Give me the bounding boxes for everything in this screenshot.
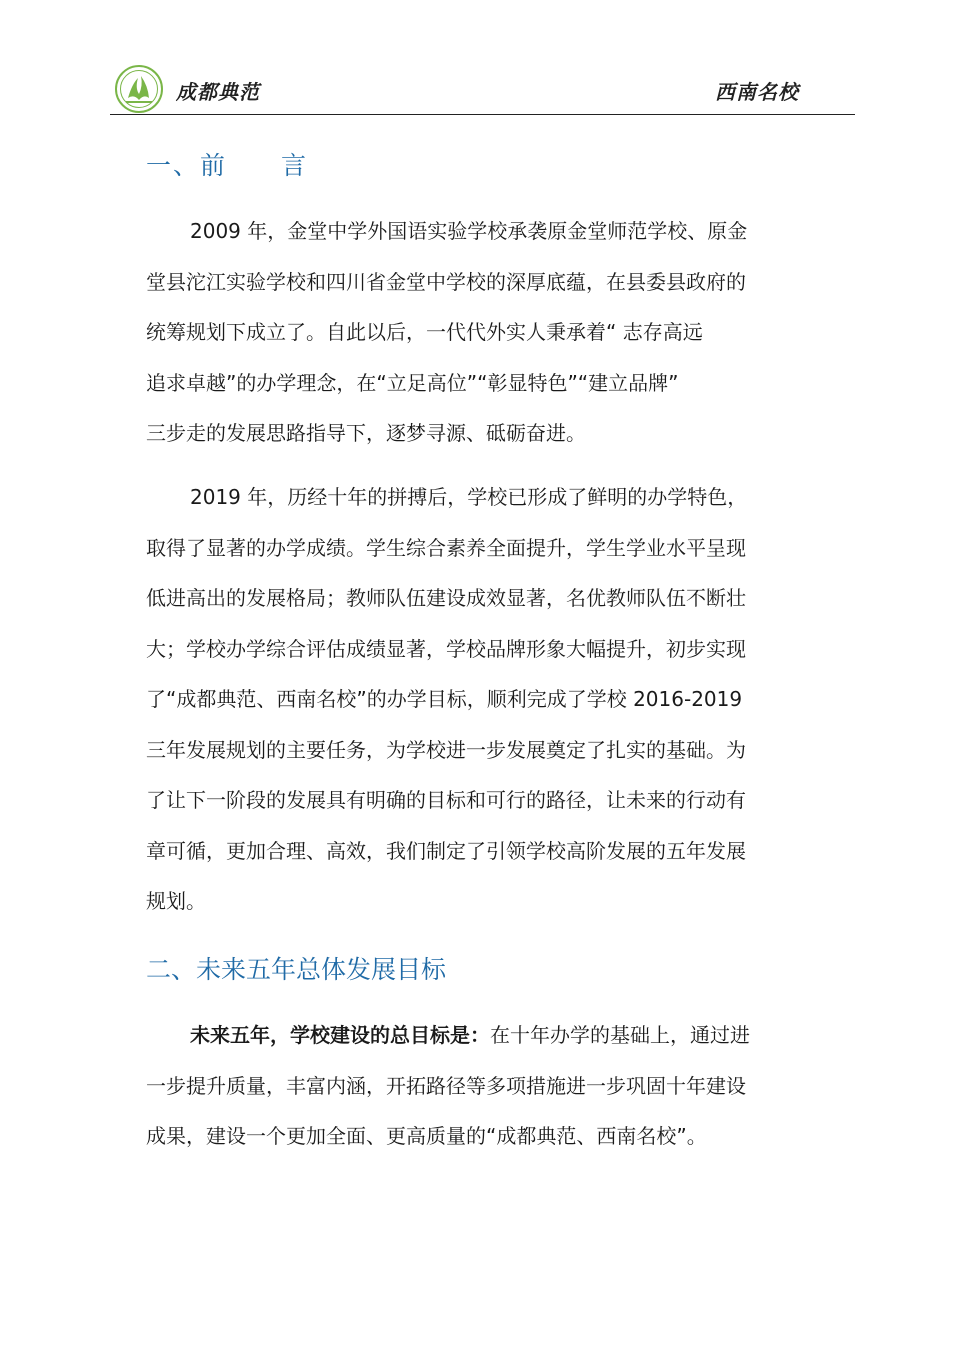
- paragraph-line: 成果，建设一个更加全面、更高质量的“成都典范、西南名校”。: [146, 1124, 707, 1148]
- paragraph-line: 规划。: [146, 889, 206, 913]
- paragraph-line: 了“成都典范、西南名校”的办学目标，顺利完成了学校 2016-2019: [146, 687, 743, 711]
- preface-paragraph-2: [146, 472, 826, 927]
- goals-paragraph: [146, 1010, 826, 1162]
- paragraph-line: 了让下一阶段的发展具有明确的目标和可行的路径，让未来的行动有: [146, 788, 746, 812]
- paragraph-line: 取得了显著的办学成绩。学生综合素养全面提升，学生学业水平呈现: [146, 535, 746, 560]
- paragraph-line: 2019 年，历经十年的拼搏后，学校已形成了鲜明的办学特色，: [190, 485, 748, 509]
- goal-line-rest: 在十年办学的基础上，通过进: [490, 1023, 750, 1047]
- school-emblem-icon: [114, 64, 164, 114]
- paragraph-line: 三年发展规划的主要任务，为学校进一步发展奠定了扎实的基础。为: [146, 737, 746, 762]
- section-heading-preface: 一、前 言: [146, 151, 309, 180]
- paragraph-line: 一步提升质量，丰富内涵，开拓路径等多项措施进一步巩固十年建设: [146, 1073, 746, 1098]
- paragraph-line: 统筹规划下成立了。自此以后，一代代外实人秉承着“ 志存高远: [146, 320, 703, 344]
- paragraph-line: 追求卓越”的办学理念，在“立足高位”“彰显特色”“建立品牌”: [146, 370, 679, 395]
- brand-left-text: 成都典范: [176, 80, 260, 104]
- paragraph-line: 章可循，更加合理、高效，我们制定了引领学校高阶发展的五年发展: [146, 838, 746, 863]
- paragraph-line: 堂县沱江实验学校和四川省金堂中学校的深厚底蕴，在县委县政府的: [146, 269, 746, 294]
- paragraph-line: 2009 年，金堂中学外国语实验学校承袭原金堂师范学校、原金: [190, 219, 748, 243]
- brand-right-text: 西南名校: [715, 80, 799, 104]
- paragraph-line: 三步走的发展思路指导下，逐梦寻源、砥砺奋进。: [146, 421, 586, 445]
- paragraph-line: [146, 1010, 826, 1061]
- paragraph-line: 大；学校办学综合评估成绩显著，学校品牌形象大幅提升，初步实现: [146, 636, 746, 661]
- goal-lead-text: 未来五年，学校建设的总目标是：: [190, 1023, 490, 1047]
- preface-paragraph-1: [146, 206, 826, 459]
- page-header: [110, 62, 855, 115]
- section-heading-goals: 二、未来五年总体发展目标: [146, 955, 447, 984]
- paragraph-line: 低进高出的发展格局；教师队伍建设成效显著，名优教师队伍不断壮: [146, 586, 746, 610]
